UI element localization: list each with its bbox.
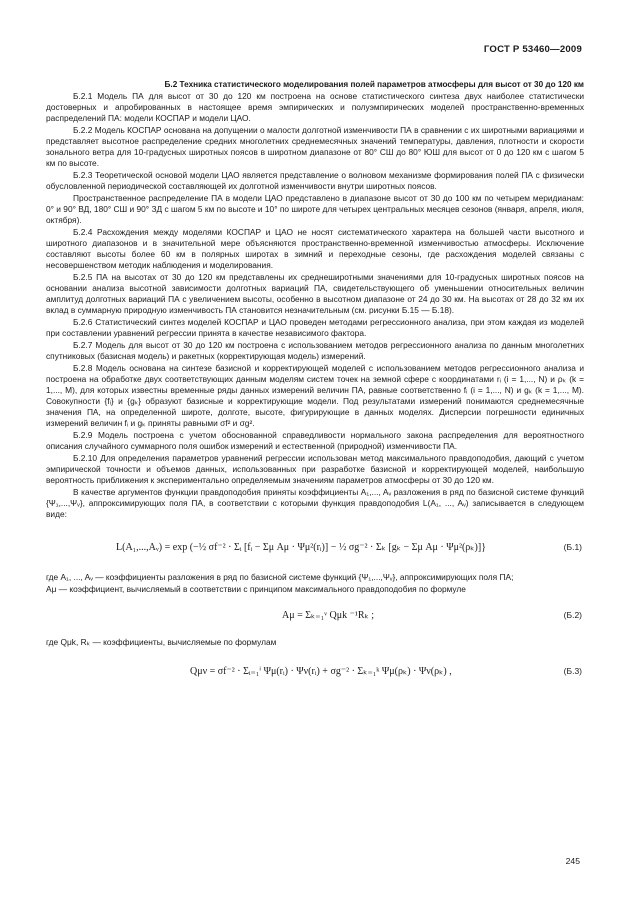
paragraph-b2-5: Б.2.5 ПА на высотах от 30 до 120 км представлены их среднеширотными значениями для 10-градусных широтных поясов на основании анализа высотной зависимости долготных вариаций ПА, свидетельствующего об уменьшении относительных величин амплитуд долготных вариаций ПА с увеличением высоты, особенно в высотном диапазоне от 24 до 30 км. На высотах от 28 до 32 км их вклад в суммарную природную изменчивость ПА становится незначительным (см. рисунки Б.15 — Б.18). <box>46 272 584 315</box>
document-body <box>46 79 584 694</box>
formula-b2-number: (Б.2) <box>563 610 582 620</box>
formula-b3-expression: Qμν = σf⁻² · Σᵢ₌₁ⁱ Ψμ(rᵢ) · Ψν(rᵢ) + σg⁻² · Σₖ₌₁ᵏ Ψμ(ρₖ) · Ψν(ρₖ) , <box>190 666 452 677</box>
formula-b1 <box>46 530 584 566</box>
section-title: Б.2 Техника статистического моделирования полей параметров атмосферы для высот от 30 до 120 км <box>164 80 584 89</box>
formula-b2-expression: Aμ = Σₖ₌₁ᵛ Qμk ⁻¹Rₖ ; <box>282 610 375 621</box>
paragraph-b2-10: Б.2.10 Для определения параметров уравнений регрессии использован метод максимального правдоподобия, дающий с учетом эмпирической точности и объемов данных, использованных при разработке базисной и корректирующей моделей, наибольшую вероятность приближения к экспериментально определяемым значениям параметров атмосферы от 30 до 120 км. <box>46 453 584 485</box>
standard-header: ГОСТ Р 53460—2009 <box>483 44 582 55</box>
paragraph-likelihood-intro: В качестве аргументов функции правдоподобия приняты коэффициенты A₁,..., Aᵥ разложения в ряд по базисной системе функций {Ψ₁,...,Ψᵥ}, аппроксимирующих поля ПА, в соответствии с которыми функция правдоподобия L(A₁, ..., Aᵥ) записывается в следующем виде: <box>46 487 584 519</box>
paragraph-b2-1: Б.2.1 Модель ПА для высот от 30 до 120 км построена на основе статистического синтеза двух наиболее статистически достоверных и апробированных в настоящее время эмпирических и полуэмпирических моделей пространственно-временных распределений ПА: модели КОСПАР и модели ЦАО. <box>46 91 584 123</box>
formula-b3 <box>46 654 584 688</box>
where-a-mu: Aμ — коэффициент, вычисляемый в соответствии с принципом максимального правдоподобия по формуле <box>46 584 466 594</box>
formula-b1-expression: L(A₁,...,Aᵥ) = exp (−½ σf⁻² · Σᵢ [fᵢ − Σμ Aμ · Ψμ²(rᵢ)] − ½ σg⁻² · Σₖ [gₖ − Σμ Aμ · Ψμ²(ρₖ)]} <box>116 542 487 553</box>
paragraph-b2-4: Б.2.4 Расхождения между моделями КОСПАР и ЦАО не носят систематического характера на большей части высотного и широтного диапазонов и в значительной мере объясняются пространственно-временной изменчивостью атмосферы. Исключение составляют высоты более 60 км в полярных широтах в зимний и переходные сезоны, где расхождения моделей связаны с несовершенством методик наблюдения и моделирования. <box>46 227 584 270</box>
formula-b1-number: (Б.1) <box>563 542 582 552</box>
formula-b3-number: (Б.3) <box>563 666 582 676</box>
paragraph-b2-9: Б.2.9 Модель построена с учетом обоснованной справедливости нормального закона распределения для вероятностного описания случайного суммарного поля ошибок измерений и естественной (природной) изменчивости ПА. <box>46 430 584 451</box>
paragraph-b2-3-cont: Пространственное распределение ПА в модели ЦАО представлено в диапазоне высот от 30 до 100 км по четырем меридианам: 0° и 90° ВД, 180° СШ и 90° ЗД с шагом 5 км по высоте и 10° по широте для четырех центральных месяцев сезонов (января, апреля, июля, октября). <box>46 193 584 225</box>
where-q-r: где Qμk, Rₖ — коэффициенты, вычисляемые по формулам <box>46 637 277 647</box>
paragraph-b2-3: Б.2.3 Теоретической основой модели ЦАО является представление о волновом механизме формирования полей ПА с физически обусловленной периодической составляющей их долготной изменчивости внутри широтных поясов. <box>46 170 584 191</box>
paragraph-b2-8: Б.2.8 Модель основана на синтезе базисной и корректирующей моделей с использованием методов регрессионного анализа и построена на обработке двух соответствующих данным моделям систем точек на земной сфере с координатами rᵢ (i = 1,..., N) и ρₖ (k = 1,..., M), для которых известны временные ряды данных измерений величин ПА, равные соответственно fᵢ (i = 1,..., N) и gₖ (k = 1,..., M). Совокупности {fᵢ} и {gₖ} образуют базисные и корректирующие модели. Под результатами измерений понимаются среднемесячные значения ПА, на определенной широте, долготе, высоте, фигурирующие в данных моделях. Дисперсии погрешности единичных измерений величин fᵢ и gₖ приняты равными σf² и σg². <box>46 363 584 428</box>
formula-b2 <box>46 601 584 631</box>
paragraph-b2-7: Б.2.7 Модель для высот от 30 до 120 км построена с использованием методов регрессионного анализа по данным многолетних спутниковых (базисная модель) и ракетных (корректирующая модель) измерений. <box>46 340 584 361</box>
paragraph-b2-6: Б.2.6 Статистический синтез моделей КОСПАР и ЦАО проведен методами регрессионного анализа, при этом каждая из моделей при составлении уравнений регрессии принята в качестве независимого фактора. <box>46 317 584 338</box>
paragraph-b2-2: Б.2.2 Модель КОСПАР основана на допущении о малости долготной изменчивости ПА в сравнении с их широтными вариациями и представляет высотное распределение средних многолетних среднемесячных значений температуры, давления, плотности и скорости зонального ветра для 10-градусных широтных поясов в широтном диапазоне от 80° СШ до 80° ЮШ для высот от 0 до 120 км с шагом 5 км по высоте. <box>46 125 584 168</box>
where-coefficients: где A₁, ..., Aᵥ — коэффициенты разложения в ряд по базисной системе функций {Ψ₁,...,Ψᵥ}, аппроксимирующих поля ПА; <box>46 572 514 582</box>
page-number: 245 <box>565 856 580 866</box>
